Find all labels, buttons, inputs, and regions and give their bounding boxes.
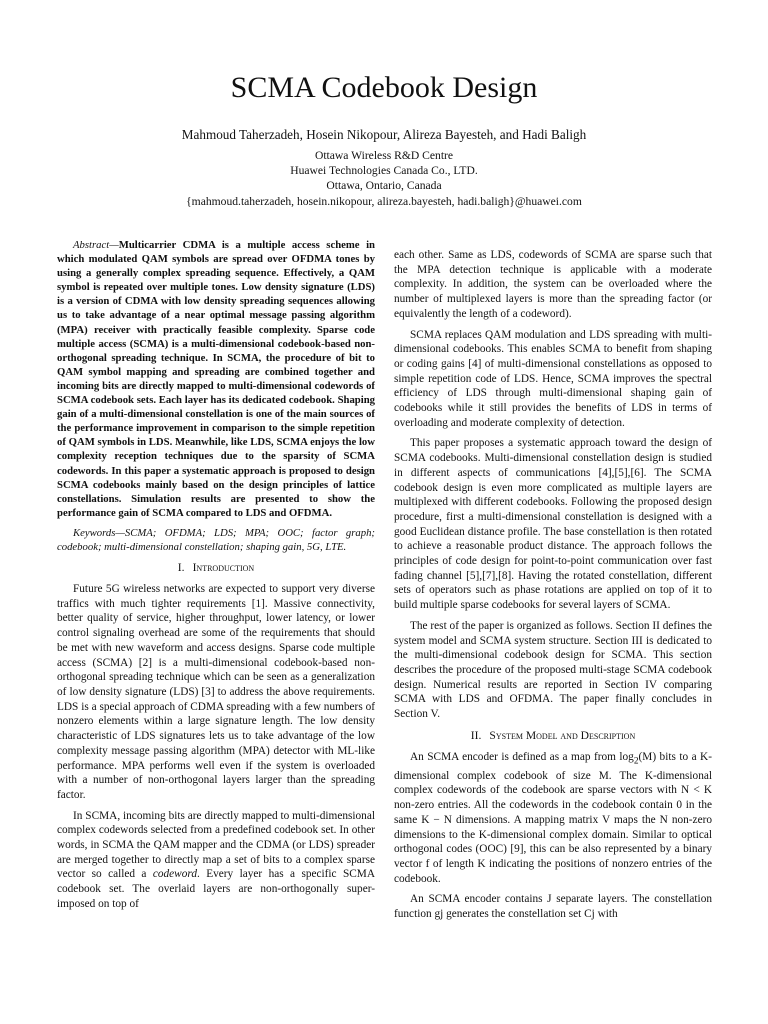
- author-emails: {mahmoud.taherzadeh, hosein.nikopour, alireza.bayesteh, hadi.baligh}@huawei.com: [186, 194, 582, 208]
- paragraph: This paper proposes a systematic approach toward the design of SCMA codebooks. Multi-dimensional constellation design is studied in different aspects of communications [4],[5],[6]. The SCMA codebook design is even more complicated as multiple layers are multiplexed with different codebooks. Following the proposed design procedure, first a multi-dimensional constellation is designed with a good Euclidean distance profile. The base constellation is then rotated to achieve a reasonable product distance. The approach follows the principles of code design for point-to-point communication over fast fading channel [5],[7],[8]. Having the rotated constellation, different sets of operators such as phase rotations are applied on top of it to build multiple sparse codebooks for several layers of SCMA.: [394, 437, 712, 612]
- paragraph: [57, 809, 375, 912]
- paragraph-text: An SCMA encoder is defined as a map from log: [410, 750, 634, 763]
- paragraph-text: . Every layer has a specific SCMA codebook set. The overlaid layers are non-orthogonally super-imposed on top of: [57, 868, 375, 910]
- paragraph: [394, 750, 712, 887]
- abstract: [57, 238, 375, 520]
- paragraph-text: In SCMA, incoming bits are directly mapped to multi-dimensional complex codewords selected from a predefined codebook set. In other words, in SCMA the QAM mapper and the CDMA (or LDS) spreader are merged together to directly map a set of bits to a complex sparse vector so called a: [57, 809, 375, 881]
- abstract-text: Multicarrier CDMA is a multiple access scheme in which modulated QAM symbols are spread over OFDMA tones by using a generally complex spreading sequence. Effectively, a QAM symbol is repeated over multiple tones. Low density signature (LDS) is a version of CDMA with low density spreading sequences allowing us to take advantage of a near optimal message passing algorithm (MPA) receiver with practically feasible complexity. Sparse code multiple access (SCMA) is a multi-dimensional codebook-based non-orthogonal spreading technique. In SCMA, the procedure of bit to QAM symbol mapping and spreading are combined together and incoming bits are directly mapped to multi-dimensional codewords of SCMA codebook sets. Each layer has its dedicated codebook. Shaping gain of a multi-dimensional constellation is one of the main sources of the performance improvement in comparison to the simple repetition of QAM symbols in LDS. Meanwhile, like LDS, SCMA enjoys the low complexity reception techniques due to the sparsity of SCMA codewords. In this paper a systematic approach is proposed to design SCMA codebooks mainly based on the design principles of lattice constellations. Simulation results are presented to show the performance gain of SCMA compared to LDS and OFDMA.: [57, 239, 375, 519]
- paragraph-text: (M) bits to a K-dimensional complex codebook of size M. The K-dimensional complex codewords of the codebook are sparse vectors with N < K non-zero entries. All the codewords in the codebook contain 0 in the same K − N dimensions. A mapping matrix V maps the N non-zero dimensions to the K-dimensional complex domain. Similar to optical orthogonal codes (OOC) [9], this can be also represented by a binary vector f of length K indicating the positions of nonzero entries of the codebook.: [394, 750, 712, 885]
- left-column: [57, 238, 375, 918]
- section-title: Introduction: [192, 561, 255, 575]
- paragraph: The rest of the paper is organized as follows. Section II defines the system model and SCMA system structure. Section III is dedicated to the multi-dimensional codebook design for SCMA. This section describes the procedure of the proposed multi-stage SCMA codebook design. Numerical results are reported in Section IV comparing SCMA with LDS and OFDMA. The paper finally concludes in Section V.: [394, 619, 712, 721]
- affiliation-line: Ottawa, Ontario, Canada: [326, 179, 442, 193]
- section-heading-introduction: [57, 560, 375, 576]
- affiliation-line: Ottawa Wireless R&D Centre: [314, 149, 454, 162]
- abstract-lead: Abstract—: [73, 239, 119, 251]
- section-number: II.: [470, 728, 482, 742]
- section-title: System Model and Description: [489, 728, 636, 742]
- affiliation-line: Huawei Technologies Canada Co., LTD.: [290, 164, 478, 178]
- section-number: I.: [177, 561, 185, 575]
- emphasis-text: codeword: [152, 868, 197, 881]
- subscript: 2: [633, 756, 639, 767]
- paragraph: An SCMA encoder contains J separate layers. The constellation function gj generates the constellation set Cj with: [394, 893, 712, 921]
- paper-authors: Mahmoud Taherzadeh, Hosein Nikopour, Alireza Bayesteh, and Hadi Baligh: [181, 127, 587, 142]
- paragraph: SCMA replaces QAM modulation and LDS spreading with multi-dimensional codebooks. This enables SCMA to benefit from shaping or coding gains [4] of multi-dimensional constellations as opposed to simple repetition code of LDS. Hence, SCMA improves the spectral efficiency of LDS through multi-dimensional shaping gain of codebooks while it still provides the benefits of LDS in terms of overloading and moderate complexity of detection.: [394, 328, 712, 429]
- paper-title: SCMA Codebook Design: [230, 71, 538, 104]
- paragraph: Future 5G wireless networks are expected to support very diverse traffics with much tighter requirements [1]. Massive connectivity, better quality of service, higher throughput, lower latency, or lower control signaling overhead are some of the requirements that should be met with new waveform and access designs. Sparse code multiple access (SCMA) [2] is a multi-dimensional codebook-based non-orthogonal spreading technique which can be seen as a generalization of low density signature (LDS) [3] to address the above requirements. LDS is a special approach of CDMA spreading with a few numbers of nonzero elements within a large signature length. The low density characteristic of LDS signatures lets us to take advantage of the low complexity message passing algorithm (MPA) detector with ML-like performance. MPA performs well even if the system is overloaded with a number of non-orthogonal layers larger than the spreading factor.: [57, 583, 375, 801]
- keywords: Keywords—SCMA; OFDMA; LDS; MPA; OOC; factor graph; codebook; multi-dimensional constellation; shaping gain, 5G, LTE.: [57, 526, 375, 553]
- right-column: [394, 248, 712, 928]
- affiliation-block: [0, 148, 768, 209]
- section-heading-system-model: [394, 728, 712, 744]
- paragraph: each other. Same as LDS, codewords of SCMA are sparse such that the MPA detection technique is applicable with a moderate complexity. In addition, the system can be overloaded where the number of multiplexed layers is more than the spreading factor (or equivalently the length of a codeword).: [394, 249, 712, 320]
